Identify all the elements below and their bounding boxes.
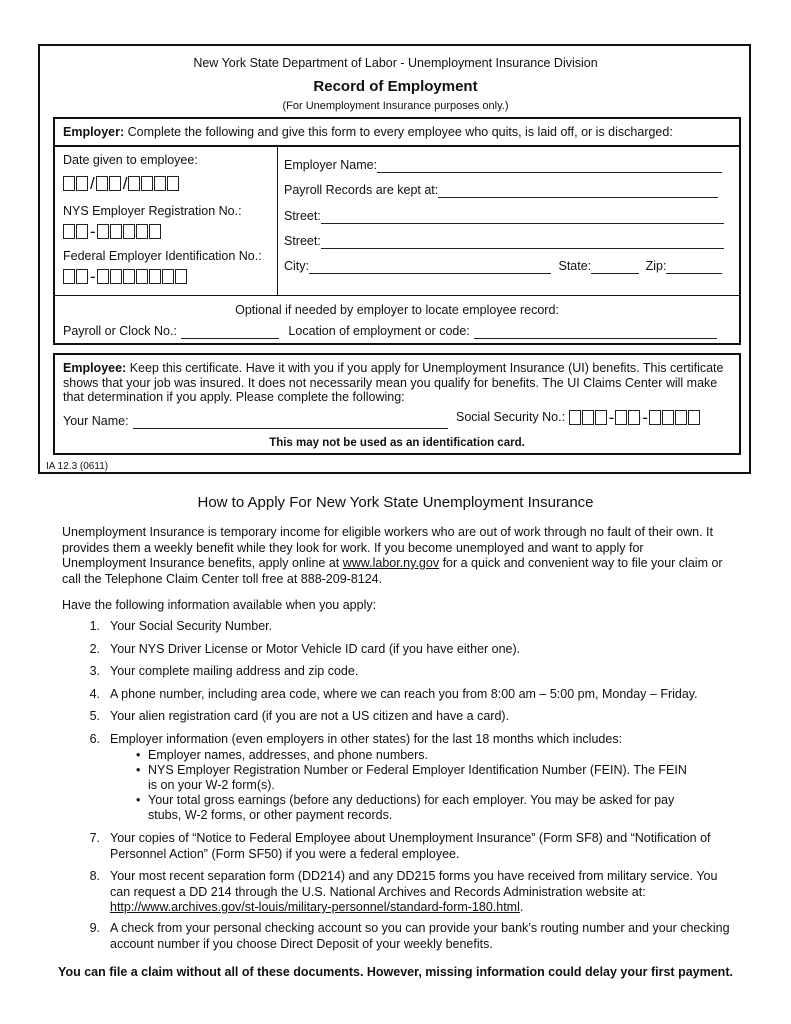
employee-instruction: Keep this certificate. Have it with you if you apply for Unemployment Insurance (UI) benefits. This certificate shows that your job was insured. It does not necessarily mean you qualify for benefits. The UI Claims Center will make that determination if you apply. Please complete the following: bbox=[63, 361, 724, 404]
fein-field[interactable]: - bbox=[63, 269, 188, 284]
item-text: Your Social Security Number. bbox=[110, 619, 273, 633]
item-number: 2. bbox=[89, 642, 100, 656]
registration-label: NYS Employer Registration No.: bbox=[63, 204, 242, 218]
intro-text-end: for a quick and convenient way to file your claim or call the Telephone Claim Center toll free at 888-209-8124. bbox=[62, 556, 723, 586]
fein-label: Federal Employer Identification No.: bbox=[63, 249, 262, 263]
agency-name: New York State Department of Labor - Unemployment Insurance Division bbox=[193, 56, 598, 70]
employee-heading: Employee: bbox=[63, 361, 127, 375]
city-label: City: bbox=[284, 259, 309, 273]
archives-link[interactable]: http://www.archives.gov/st-louis/military-personnel/standard-form-180.html bbox=[110, 900, 520, 914]
labor-website-link[interactable]: www.labor.ny.gov bbox=[342, 556, 440, 570]
state-label: State: bbox=[558, 259, 592, 273]
item-number: 3. bbox=[89, 664, 100, 678]
item8-text: Your most recent separation form (DD214) and any DD215 forms you have received from military service. You can request a DD 214 through the U.S. National Archives and Records Administration website at: bbox=[110, 869, 718, 899]
street2-label: Street: bbox=[284, 234, 321, 248]
your-name-label: Your Name: bbox=[63, 414, 129, 428]
form-code: IA 12.3 (0611) bbox=[46, 461, 109, 472]
bullet-item: • NYS Employer Registration Number or Federal Employer Identification Number (FEIN). The FEIN is on your W-2 form(s). bbox=[136, 763, 696, 793]
item-text: Your complete mailing address and zip code. bbox=[110, 664, 359, 678]
item-number: 6. bbox=[89, 732, 100, 746]
item-number: 4. bbox=[89, 687, 100, 701]
payroll-label: Payroll Records are kept at: bbox=[284, 183, 439, 197]
item-text: A phone number, including area code, where we can reach you from 8:00 am – 5:00 pm, Monday – Friday. bbox=[110, 687, 698, 701]
item-number: 1. bbox=[89, 619, 100, 633]
form-title: Record of Employment bbox=[313, 78, 478, 95]
item8-period: . bbox=[519, 900, 524, 914]
item-text: Your copies of “Notice to Federal Employee about Unemployment Insurance” (Form SF8) and “Notification of Personnel Action” (Form SF50) if you were a federal employee. bbox=[110, 831, 711, 861]
bullet-item: • Your total gross earnings (before any deductions) for each employer. You may be asked for pay stubs, W-2 forms, or other payment records. bbox=[136, 793, 696, 823]
form-purpose: (For Unemployment Insurance purposes only.) bbox=[282, 100, 509, 112]
requirements-list bbox=[80, 0, 740, 1000]
item6-bullets bbox=[136, 748, 696, 823]
optional-note: Optional if needed by employer to locate employee record: bbox=[235, 303, 559, 317]
employer-instruction-text: Complete the following and give this form to every employee who quits, is laid off, or is discharged: bbox=[127, 125, 673, 139]
footer-note: You can file a claim without all of these documents. However, missing information could delay your first payment. bbox=[58, 965, 733, 979]
item-text: A check from your personal checking account so you can provide your bank’s routing number and your checking account number if you choose Direct Deposit of your weekly benefits. bbox=[110, 921, 730, 951]
item-number: 9. bbox=[89, 921, 100, 935]
item-text: Your alien registration card (if you are not a US citizen and have a card). bbox=[110, 709, 510, 723]
employer-heading: Employer: bbox=[63, 125, 125, 139]
clock-label: Payroll or Clock No.: bbox=[63, 324, 177, 338]
have-info-text: Have the following information available when you apply: bbox=[62, 598, 377, 612]
date-label: Date given to employee: bbox=[63, 153, 198, 167]
id-note: This may not be used as an identification card. bbox=[269, 437, 525, 449]
item-number: 8. bbox=[89, 869, 100, 883]
employer-name-label: Employer Name: bbox=[284, 158, 378, 172]
zip-label: Zip: bbox=[645, 259, 667, 273]
location-label: Location of employment or code: bbox=[288, 324, 470, 338]
item-text bbox=[110, 869, 730, 916]
item-number: 7. bbox=[89, 831, 100, 845]
bullet-item: • Employer names, addresses, and phone numbers. bbox=[136, 748, 696, 763]
intro-text: Unemployment Insurance is temporary income for eligible workers who are out of work through no fault of their own. It provides them a weekly benefit while they look for work. If you become unemployed and want to apply for Unemployment Insurance benefits, apply online at bbox=[62, 525, 714, 570]
item-number: 5. bbox=[89, 709, 100, 723]
instructions-title: How to Apply For New York State Unemployment Insurance bbox=[197, 494, 594, 511]
item-text: Your NYS Driver License or Motor Vehicle ID card (if you have either one). bbox=[110, 642, 521, 656]
registration-field[interactable]: - bbox=[63, 224, 162, 239]
ssn-field[interactable]: - - bbox=[565, 410, 701, 424]
street-label: Street: bbox=[284, 209, 321, 223]
ssn-label: Social Security No.: bbox=[456, 410, 566, 424]
item-text: Employer information (even employers in other states) for the last 18 months which includes: bbox=[110, 732, 623, 746]
date-field[interactable]: / / bbox=[63, 176, 180, 191]
